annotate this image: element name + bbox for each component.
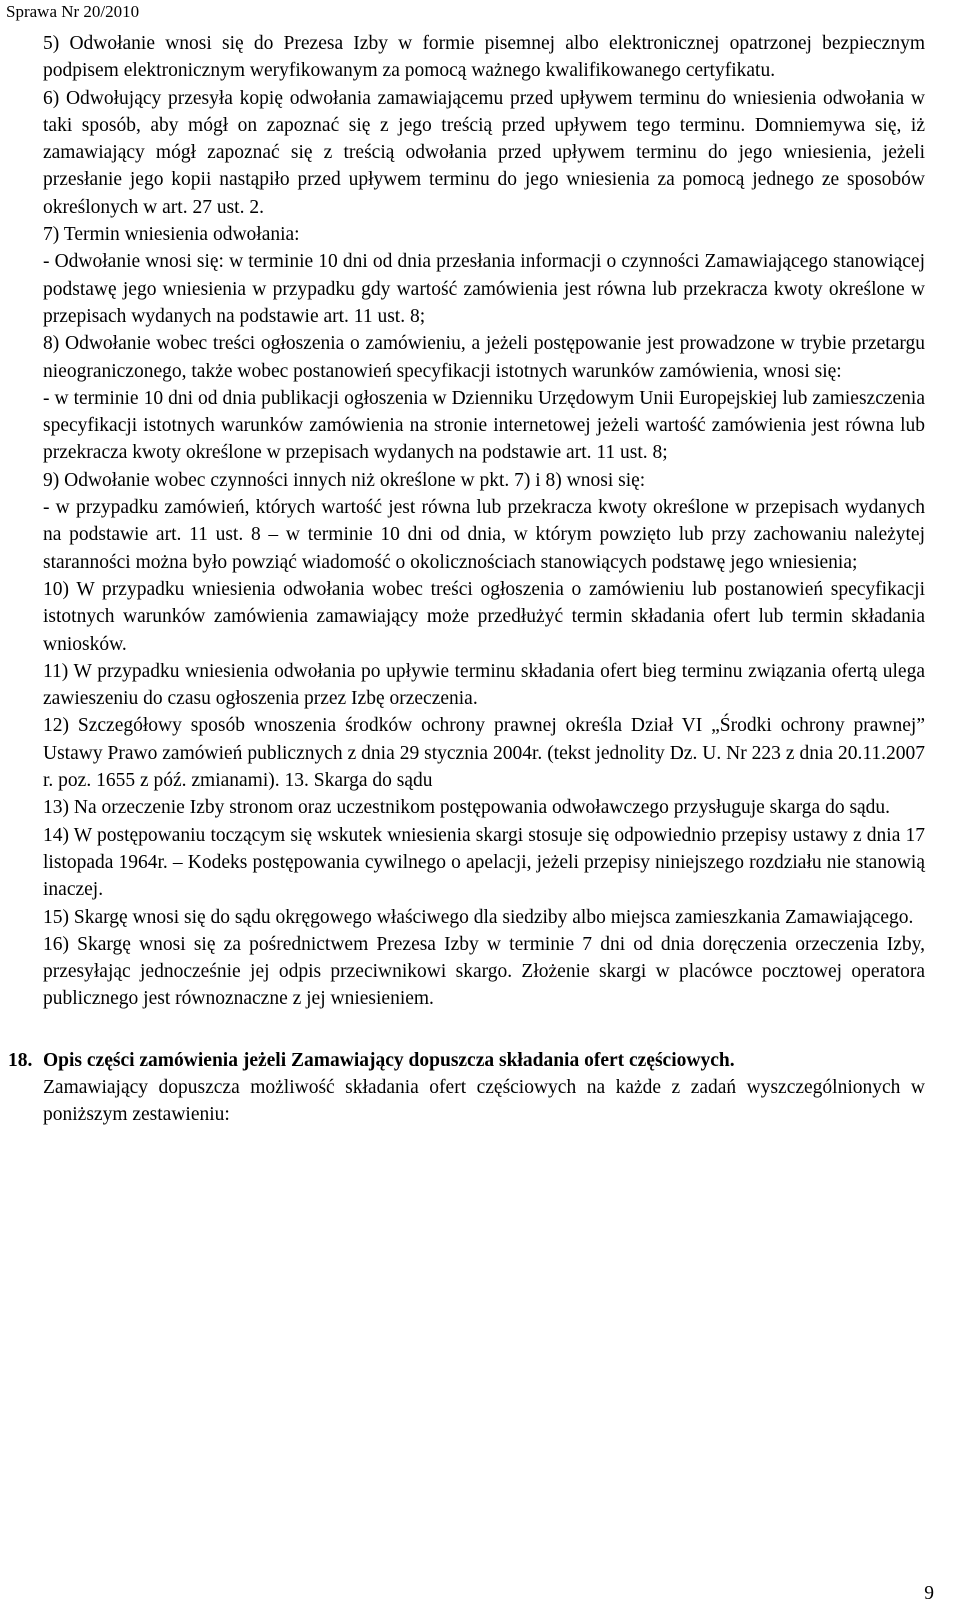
paragraph-9-detail: - w przypadku zamówień, których wartość jest równa lub przekracza kwoty określone w przepisach wydanych na podstawie art. 11 ust. 8 – w terminie 10 dni od dnia, w którym powzięto lub przy zachowaniu należytej staranności można było powziąć wiadomość o okolicznościach stanowiących podstawę jego wniesienia; [43,497,925,573]
section-body: Zamawiający dopuszcza możliwość składania ofert częściowych na każde z zadań wyszczególnionych w poniższym zestawieniu: [43,1076,925,1126]
paragraph-5: 5) Odwołanie wnosi się do Prezesa Izby w formie pisemnej albo elektronicznej opatrzonej bezpiecznym podpisem elektronicznym weryfikowanym za pomocą ważnego kwalifikowanego certyfikatu. [43,33,925,82]
paragraph-7-detail: - Odwołanie wnosi się: w terminie 10 dni od dnia przesłania informacji o czynności Zamawiającego stanowiącej podstawę jego wniesienia w przypadku gdy wartość zamówienia jest równa lub przekracza kwoty określone w przepisach wydanych na podstawie art. 11 ust. 8; [43,251,925,327]
paragraph-12: 12) Szczegółowy sposób wnoszenia środków ochrony prawnej określa Dział VI „Środki ochrony prawnej” Ustawy Prawo zamówień publicznych z dnia 29 stycznia 2004r. (tekst jednolity Dz. U. Nr 223 z dnia 20.11.2007 r. poz. 1655 z póź. zmianami). 13. Skarga do sądu [43,715,925,792]
paragraph-15: 15) Skargę wnosi się do sądu okręgowego właściwego dla siedziby albo miejsca zamieszkania Zamawiającego. [43,906,914,928]
section-number: 18. [8,1049,33,1071]
paragraph-16: 16) Skargę wnosi się za pośrednictwem Prezesa Izby w terminie 7 dni od dnia doręczenia orzeczenia Izby, przesyłając jednocześnie jej odpis przeciwnikowi skargo. Złożenie skargi w placówce pocztowej operatora publicznego jest równoznaczne z jej wniesieniem. [43,933,925,1010]
section-heading [8,1047,925,1074]
paragraph-10: 10) W przypadku wniesienia odwołania wobec treści ogłoszenia o zamówieniu lub postanowień specyfikacji istotnych warunków zamówienia zamawiający może przedłużyć termin składania ofert lub termin składania wniosków. [43,578,925,655]
paragraph-6: 6) Odwołujący przesyła kopię odwołania zamawiającemu przed upływem terminu do wniesienia odwołania w taki sposób, aby mógł on zapoznać się z jego treścią przed upływem tego terminu. Domniemywa się, iż zamawiający mógł zapoznać się z treścią odwołania przed upływem terminu do jego wniesienia, jeżeli przesłanie jego kopii nastąpiło przed upływem terminu do jego wniesienia za pomocą jednego ze sposobów określonych w art. 27 ust. 2. [43,87,925,218]
paragraph-14: 14) W postępowaniu toczącym się wskutek wniesienia skargi stosuje się odpowiednio przepisy ustawy z dnia 17 listopada 1964r. – Kodeks postępowania cywilnego o apelacji, jeżeli przepisy niniejszego rozdziału nie stanowią inaczej. [43,824,925,901]
document-body [8,30,925,1129]
paragraph-8-detail: - w terminie 10 dni od dnia publikacji ogłoszenia w Dzienniku Urzędowym Unii Europejskiej lub zamieszczenia specyfikacji istotnych warunków zamówienia na stronie internetowej jeżeli wartość zamówienia jest równa lub przekracza kwoty określone w przepisach wydanych na podstawie art. 11 ust. 8; [43,387,925,464]
paragraph-7: 7) Termin wniesienia odwołania: [43,224,300,246]
paragraph-13: 13) Na orzeczenie Izby stronom oraz uczestnikom postępowania odwoławczego przysługuje skarga do sądu. [43,797,891,819]
section-title: Opis części zamówienia jeżeli Zamawiający dopuszcza składania ofert częściowych. [43,1049,735,1071]
document-header: Sprawa Nr 20/2010 [6,2,140,21]
page-number: 9 [924,1583,934,1604]
section-gap [43,1013,925,1047]
paragraph-8: 8) Odwołanie wobec treści ogłoszenia o zamówieniu, a jeżeli postępowanie jest prowadzone w trybie przetargu nieograniczonego, także wobec postanowień specyfikacji istotnych warunków zamówienia, wnosi się: [43,333,925,382]
paragraph-9: 9) Odwołanie wobec czynności innych niż określone w pkt. 7) i 8) wnosi się: [43,469,646,491]
paragraph-11: 11) W przypadku wniesienia odwołania po upływie terminu składania ofert bieg terminu związania ofertą ulega zawieszeniu do czasu ogłoszenia przez Izbę orzeczenia. [43,660,925,710]
